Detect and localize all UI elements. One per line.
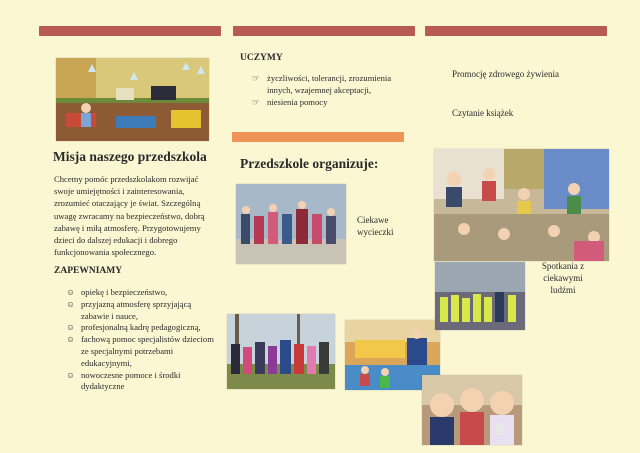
mission-text: Chcemy pomóc przedszkolakom rozwijać swoje umiejętności i zainteresowania, zrozumieć otaczający je świat. Szczególną uwagę zwracamy na bezpieczeństwo, dobrą zabawę i miłą atmosferę. Przygotowujemy dzieci do dalszej edukacji i dobrego funkcjonowania społecznego. <box>54 174 205 258</box>
list-item: ☺ profesjonalną kadrę pedagogiczną, <box>66 322 201 333</box>
reading-text: Czytanie książek <box>452 108 514 118</box>
list-item: ☺ opiekę i bezpieczeństwo, <box>66 287 168 297</box>
teach-list <box>252 73 400 108</box>
smiley-icon: ☺ <box>66 298 75 309</box>
healthy-eating-text: Promocję zdrowego żywienia <box>452 69 559 79</box>
collage-reading-photo <box>434 149 609 261</box>
teach-heading: UCZYMY <box>240 53 283 63</box>
smiley-icon: ☺ <box>66 322 75 333</box>
classroom-photo <box>56 58 209 141</box>
list-item: ☞ niesienia pomocy <box>252 96 328 107</box>
section-divider-bar <box>232 132 404 142</box>
ensure-heading: ZAPEWNIAMY <box>54 266 123 276</box>
police-visit-photo <box>435 262 525 330</box>
mission-title: Misja naszego przedszkola <box>53 149 207 164</box>
children-drinking-photo <box>422 375 522 445</box>
smiley-icon: ☺ <box>66 287 75 297</box>
meetings-caption: Spotkania z ciekawymi ludźmi <box>541 261 585 295</box>
list-item: ☺ przyjazną atmosferę sprzyjającą zabawie i nauce, <box>66 298 192 321</box>
smiley-icon: ☺ <box>66 334 75 345</box>
header-bar-middle <box>233 26 415 36</box>
pointing-hand-icon: ☞ <box>252 96 260 107</box>
header-bar-right <box>425 26 607 36</box>
list-item: ☺ nowoczesne pomoce i środki dydaktyczne <box>66 369 181 392</box>
organize-heading: Przedszkole organizuje: <box>240 156 379 171</box>
ensure-list <box>66 287 216 393</box>
list-item: ☞ życzliwości, tolerancji, zrozumienia innych, wzajemnej akceptacji, <box>252 73 392 95</box>
outdoor-group-photo <box>227 314 335 389</box>
header-bar-left <box>39 26 221 36</box>
trip-photo-group <box>236 184 346 264</box>
smiley-icon: ☺ <box>66 369 75 380</box>
pointing-hand-icon: ☞ <box>252 73 260 83</box>
trips-caption: Ciekawe wycieczki <box>357 215 394 237</box>
list-item: ☺ fachową pomoc specjalistów dzieciom ze specjalnymi potrzebami edukacyjnymi, <box>66 334 214 368</box>
